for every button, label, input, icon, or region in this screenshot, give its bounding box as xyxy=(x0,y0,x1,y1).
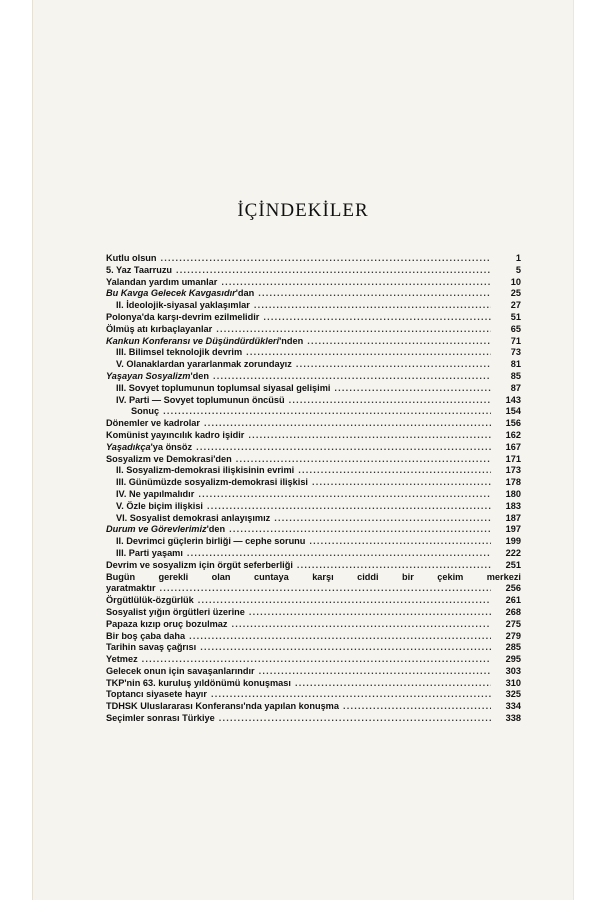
toc-entry-title xyxy=(106,288,254,300)
toc-entry-title: VI. Sosyalist demokrasi anlayışımız xyxy=(116,512,271,523)
toc-entry-page-number: 325 xyxy=(505,689,521,700)
page-title: İÇİNDEKİLER xyxy=(237,200,369,221)
toc-entry xyxy=(106,713,521,725)
toc-entry xyxy=(106,689,521,701)
dot-leader xyxy=(142,654,491,666)
toc-entry-page-number: 261 xyxy=(505,595,521,606)
toc-entry-title: IV. Parti — Sovyet toplumunun öncüsü xyxy=(116,394,285,405)
toc-entry-page-number: 310 xyxy=(505,677,521,688)
toc-entry-page-number: 5 xyxy=(515,264,521,275)
dot-leader xyxy=(163,406,491,418)
toc-entry-title-line2 xyxy=(106,583,521,595)
dot-leader xyxy=(259,666,491,678)
toc-entry-title-suffix: 'den xyxy=(190,370,209,381)
toc-entry xyxy=(106,501,521,513)
toc-entry xyxy=(106,442,521,454)
toc-entry xyxy=(106,312,521,324)
toc-entry-page-number: 268 xyxy=(505,606,521,617)
toc-entry xyxy=(106,277,521,289)
dot-leader xyxy=(204,418,491,430)
toc-entry-page-number: 187 xyxy=(505,512,521,523)
toc-entry-title: 5. Yaz Taarruzu xyxy=(106,264,173,275)
toc-entry-title-suffix: 'nden xyxy=(279,335,304,346)
toc-entry-page-number: 87 xyxy=(510,382,521,393)
toc-entry-page-number: 25 xyxy=(510,288,521,299)
toc-entry-page-number: 171 xyxy=(505,453,521,464)
toc-entry-title: Sonuç xyxy=(131,406,160,417)
toc-entry xyxy=(106,430,521,442)
dot-leader xyxy=(254,300,491,312)
toc-entry xyxy=(106,288,521,300)
toc-entry-title-suffix: 'ya önsöz xyxy=(150,441,193,452)
toc-entry-title xyxy=(106,336,303,348)
dot-leader xyxy=(216,324,491,336)
book-page xyxy=(32,0,574,900)
toc-entry xyxy=(106,560,521,572)
toc-entry xyxy=(106,359,521,371)
toc-entry xyxy=(106,654,521,666)
toc-entry-title-italic: Yaşayan Sosyalizm xyxy=(106,370,191,381)
toc-entry-title xyxy=(106,524,225,536)
toc-entry-title: TKP'nin 63. kuruluş yıldönümü konuşması xyxy=(106,677,291,688)
toc-entry-page-number: 295 xyxy=(505,654,521,665)
dot-leader xyxy=(229,524,491,536)
toc-entry-title: Gelecek onun için savaşanlarındır xyxy=(106,665,255,676)
toc-entry xyxy=(106,418,521,430)
toc-entry-title: TDHSK Uluslararası Konferansı'nda yapılan konuşma xyxy=(106,701,339,712)
toc-entry-page-number: 85 xyxy=(510,370,521,381)
dot-leader xyxy=(232,619,491,631)
toc-entry-title: II. Sosyalizm-demokrasi ilişkisinin evrimi xyxy=(116,465,295,476)
toc-entry xyxy=(106,631,521,643)
dot-leader xyxy=(312,477,491,489)
toc-entry-page-number: 279 xyxy=(505,630,521,641)
toc-entry xyxy=(106,383,521,395)
toc-entry-title: V. Özle biçim ilişkisi xyxy=(116,500,203,511)
toc-entry xyxy=(106,572,521,596)
toc-entry-title-italic: Bu Kavga Gelecek Kavgasıdır xyxy=(106,288,236,299)
toc-entry-page-number: 65 xyxy=(510,323,521,334)
dot-leader xyxy=(289,395,491,407)
toc-entry xyxy=(106,336,521,348)
dot-leader xyxy=(161,253,491,265)
toc-entry-title: Bir boş çaba daha xyxy=(106,630,186,641)
dot-leader xyxy=(246,347,491,359)
dot-leader xyxy=(211,689,491,701)
toc-entry-page-number: 180 xyxy=(505,488,521,499)
dot-leader xyxy=(198,489,491,501)
toc-entry xyxy=(106,536,521,548)
toc-entry-page-number: 1 xyxy=(515,253,521,263)
toc-entry xyxy=(106,406,521,418)
dot-leader xyxy=(263,312,491,324)
toc-entry xyxy=(106,642,521,654)
toc-entry xyxy=(106,253,521,265)
toc-entry-title xyxy=(106,442,192,454)
dot-leader xyxy=(258,288,491,300)
toc-entry xyxy=(106,595,521,607)
toc-entry-title: II. İdeolojik-siyasal yaklaşımlar xyxy=(116,300,250,311)
toc-entry-page-number: 178 xyxy=(505,477,521,488)
dot-leader xyxy=(176,265,491,277)
dot-leader xyxy=(187,548,491,560)
toc-entry-page-number: 197 xyxy=(505,524,521,535)
dot-leader xyxy=(207,501,491,513)
toc-entry-page-number: 303 xyxy=(505,665,521,676)
toc-entry-title: IV. Ne yapılmalıdır xyxy=(116,488,195,499)
toc-entry xyxy=(106,265,521,277)
toc-entry-page-number: 81 xyxy=(510,359,521,370)
toc-entry-title: Devrim ve sosyalizm için örgüt seferberliği xyxy=(106,559,293,570)
toc-entry-title: Ölmüş atı kırbaçlayanlar xyxy=(106,323,213,334)
toc-entry-title: Yetmez xyxy=(106,654,138,665)
toc-entry xyxy=(106,395,521,407)
toc-entry-page-number: 334 xyxy=(505,701,521,712)
dot-leader xyxy=(160,583,491,595)
toc-entry-title: yaratmaktır xyxy=(106,583,156,594)
toc-entry-title: Papaza kızıp oruç bozulmaz xyxy=(106,618,228,629)
toc-entry xyxy=(106,701,521,713)
toc-entry-page-number: 162 xyxy=(505,429,521,440)
dot-leader xyxy=(236,454,491,466)
toc-entry-title: III. Günümüzde sosyalizm-demokrasi ilişkisi xyxy=(116,477,308,488)
toc-entry xyxy=(106,524,521,536)
toc-entry-title: Dönemler ve kadrolar xyxy=(106,418,200,429)
dot-leader xyxy=(219,713,491,725)
toc-entry-title-italic: Yaşadıkça xyxy=(106,441,151,452)
dot-leader xyxy=(334,383,491,395)
dot-leader xyxy=(248,430,491,442)
toc-entry-page-number: 183 xyxy=(505,500,521,511)
dot-leader xyxy=(296,359,491,371)
toc-entry xyxy=(106,347,521,359)
dot-leader xyxy=(343,701,491,713)
toc-entry xyxy=(106,513,521,525)
toc-entry-title: Tarihin savaş çağrısı xyxy=(106,642,197,653)
toc-entry-title: Örgütlülük-özgürlük xyxy=(106,595,194,606)
dot-leader xyxy=(249,607,491,619)
toc-entry-page-number: 10 xyxy=(510,276,521,287)
toc-entry xyxy=(106,678,521,690)
toc-entry-page-number: 251 xyxy=(505,559,521,570)
toc-entry-title: Toptancı siyasete hayır xyxy=(106,689,207,700)
table-of-contents xyxy=(106,253,521,725)
toc-entry xyxy=(106,465,521,477)
toc-entry-page-number: 71 xyxy=(510,335,521,346)
toc-entry xyxy=(106,619,521,631)
toc-entry-page-number: 167 xyxy=(505,441,521,452)
toc-entry-title-italic: Durum ve Görevlerimiz xyxy=(106,524,207,535)
toc-entry xyxy=(106,607,521,619)
toc-entry-title: II. Devrimci güçlerin birliği — cephe sorunu xyxy=(116,536,306,547)
toc-entry xyxy=(106,666,521,678)
toc-entry-title: III. Sovyet toplumunun toplumsal siyasal gelişimi xyxy=(116,382,331,393)
toc-entry-page-number: 285 xyxy=(505,642,521,653)
toc-entry-title: Yalandan yardım umanlar xyxy=(106,276,218,287)
dot-leader xyxy=(221,277,491,289)
toc-entry-page-number: 73 xyxy=(510,347,521,358)
dot-leader xyxy=(196,442,491,454)
toc-entry-title: Kutlu olsun xyxy=(106,253,157,263)
toc-entry-page-number: 222 xyxy=(505,547,521,558)
toc-entry-title: III. Parti yaşamı xyxy=(116,547,183,558)
toc-entry xyxy=(106,477,521,489)
toc-entry-page-number: 143 xyxy=(505,394,521,405)
toc-entry-page-number: 154 xyxy=(505,406,521,417)
toc-entry-page-number: 51 xyxy=(510,311,521,322)
toc-entry-page-number: 199 xyxy=(505,536,521,547)
toc-entry xyxy=(106,371,521,383)
toc-entry-title: Seçimler sonrası Türkiye xyxy=(106,713,215,724)
toc-entry-title: V. Olanaklardan yararlanmak zorundayız xyxy=(116,359,292,370)
toc-entry-page-number: 338 xyxy=(505,713,521,724)
toc-entry-title: Sosyalizm ve Demokrasi'den xyxy=(106,453,232,464)
toc-entry xyxy=(106,454,521,466)
toc-entry-page-number: 173 xyxy=(505,465,521,476)
dot-leader xyxy=(213,371,491,383)
toc-entry-page-number: 156 xyxy=(505,418,521,429)
dot-leader xyxy=(198,595,491,607)
toc-entry-title: Polonya'da karşı-devrim ezilmelidir xyxy=(106,311,260,322)
dot-leader xyxy=(307,336,491,348)
toc-entry-title-suffix: 'dan xyxy=(235,288,255,299)
dot-leader xyxy=(200,642,491,654)
dot-leader xyxy=(297,560,491,572)
dot-leader xyxy=(309,536,491,548)
toc-entry xyxy=(106,300,521,312)
toc-entry-title-italic: Kankun Konferansı ve Düşündürdükleri xyxy=(106,335,280,346)
toc-entry-title: Komünist yayıncılık kadro işidir xyxy=(106,429,245,440)
toc-entry-page-number: 275 xyxy=(505,618,521,629)
toc-entry xyxy=(106,489,521,501)
toc-entry-title: Sosyalist yığın örgütleri üzerine xyxy=(106,606,245,617)
dot-leader xyxy=(295,678,491,690)
toc-entry-page-number: 256 xyxy=(505,583,521,594)
toc-entry xyxy=(106,324,521,336)
toc-entry-title xyxy=(106,371,209,383)
toc-entry-title: III. Bilimsel teknolojik devrim xyxy=(116,347,243,358)
toc-entry-page-number: 27 xyxy=(510,300,521,311)
toc-entry xyxy=(106,548,521,560)
toc-entry-title-line1: Bugün gerekli olan cuntaya karşı ciddi bir çekim merkezi xyxy=(106,571,521,582)
toc-entry-title-suffix: 'den xyxy=(206,524,226,535)
dot-leader xyxy=(189,631,491,643)
dot-leader xyxy=(274,513,491,525)
dot-leader xyxy=(298,465,491,477)
